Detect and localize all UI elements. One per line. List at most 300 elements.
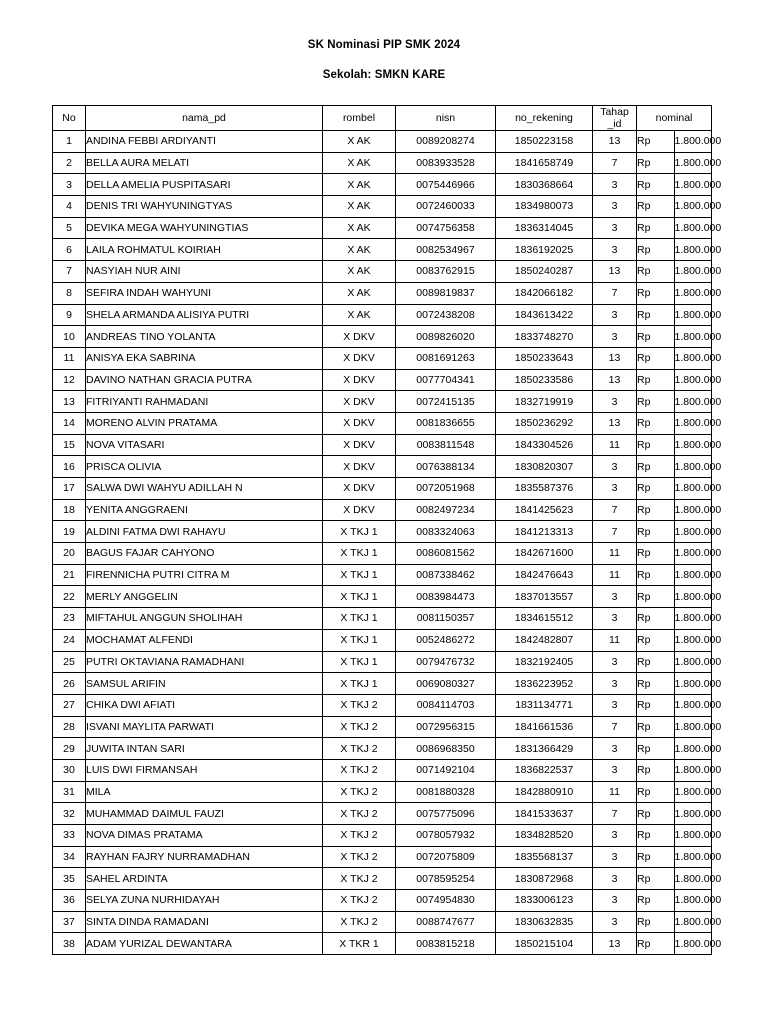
cell-nama-pd: LUIS DWI FIRMANSAH (86, 759, 323, 781)
table-row (53, 174, 712, 196)
table-row (53, 521, 712, 543)
cell-nama-pd: MUHAMMAD DAIMUL FAUZI (86, 803, 323, 825)
cell-currency: Rp (637, 369, 675, 391)
cell-no: 36 (53, 890, 86, 912)
cell-rombel: X DKV (323, 478, 396, 500)
cell-rombel: X AK (323, 304, 396, 326)
cell-tahap-id: 11 (593, 564, 637, 586)
cell-nominal: 1.800.000 (674, 369, 712, 391)
cell-nisn: 0075775096 (396, 803, 496, 825)
cell-nominal: 1.800.000 (674, 196, 712, 218)
cell-no: 21 (53, 564, 86, 586)
cell-no-rekening: 1842482807 (496, 629, 593, 651)
cell-no: 26 (53, 673, 86, 695)
cell-rombel: X TKR 1 (323, 933, 396, 955)
cell-currency: Rp (637, 456, 675, 478)
cell-rombel: X AK (323, 131, 396, 153)
cell-no: 28 (53, 716, 86, 738)
cell-currency: Rp (637, 586, 675, 608)
cell-nama-pd: NOVA VITASARI (86, 434, 323, 456)
cell-no: 25 (53, 651, 86, 673)
cell-currency: Rp (637, 868, 675, 890)
cell-rombel: X AK (323, 239, 396, 261)
table-row (53, 369, 712, 391)
cell-tahap-id: 13 (593, 131, 637, 153)
table-row (53, 694, 712, 716)
cell-no-rekening: 1841533637 (496, 803, 593, 825)
cell-nama-pd: FITRIYANTI RAHMADANI (86, 391, 323, 413)
cell-nama-pd: FIRENNICHA PUTRI CITRA M (86, 564, 323, 586)
cell-rombel: X TKJ 1 (323, 673, 396, 695)
cell-no: 34 (53, 846, 86, 868)
cell-no: 20 (53, 543, 86, 565)
table-row (53, 890, 712, 912)
cell-currency: Rp (637, 759, 675, 781)
cell-no: 31 (53, 781, 86, 803)
cell-currency: Rp (637, 521, 675, 543)
cell-nominal: 1.800.000 (674, 890, 712, 912)
cell-no-rekening: 1830820307 (496, 456, 593, 478)
cell-nama-pd: DELLA AMELIA PUSPITASARI (86, 174, 323, 196)
cell-nominal: 1.800.000 (674, 564, 712, 586)
cell-currency: Rp (637, 564, 675, 586)
cell-rombel: X DKV (323, 326, 396, 348)
cell-currency: Rp (637, 391, 675, 413)
cell-no-rekening: 1842671600 (496, 543, 593, 565)
cell-nisn: 0083811548 (396, 434, 496, 456)
cell-no: 19 (53, 521, 86, 543)
cell-tahap-id: 3 (593, 868, 637, 890)
cell-nisn: 0072415135 (396, 391, 496, 413)
table-row (53, 304, 712, 326)
school-subtitle: Sekolah: SMKN KARE (322, 69, 446, 81)
cell-no: 32 (53, 803, 86, 825)
cell-nisn: 0088747677 (396, 911, 496, 933)
cell-nama-pd: SALWA DWI WAHYU ADILLAH N (86, 478, 323, 500)
table-row (53, 825, 712, 847)
cell-rombel: X TKJ 2 (323, 716, 396, 738)
tahap-id-line-2: _id (607, 118, 622, 130)
cell-nominal: 1.800.000 (674, 412, 712, 434)
cell-tahap-id: 3 (593, 759, 637, 781)
cell-nisn: 0071492104 (396, 759, 496, 781)
cell-tahap-id: 3 (593, 890, 637, 912)
table-row (53, 868, 712, 890)
column-header-nisn: nisn (396, 106, 496, 131)
cell-nominal: 1.800.000 (674, 347, 712, 369)
cell-nominal: 1.800.000 (674, 174, 712, 196)
cell-no-rekening: 1836223952 (496, 673, 593, 695)
cell-nama-pd: RAYHAN FAJRY NURRAMADHAN (86, 846, 323, 868)
cell-no: 15 (53, 434, 86, 456)
cell-tahap-id: 3 (593, 586, 637, 608)
cell-no-rekening: 1841213313 (496, 521, 593, 543)
cell-tahap-id: 3 (593, 196, 637, 218)
cell-no: 22 (53, 586, 86, 608)
cell-currency: Rp (637, 282, 675, 304)
cell-currency: Rp (637, 608, 675, 630)
cell-no-rekening: 1842066182 (496, 282, 593, 304)
cell-currency: Rp (637, 347, 675, 369)
cell-nisn: 0083933528 (396, 152, 496, 174)
cell-currency: Rp (637, 629, 675, 651)
cell-nama-pd: ANDINA FEBBI ARDIYANTI (86, 131, 323, 153)
cell-tahap-id: 11 (593, 629, 637, 651)
cell-no-rekening: 1832192405 (496, 651, 593, 673)
cell-currency: Rp (637, 412, 675, 434)
cell-rombel: X AK (323, 282, 396, 304)
column-header-tahap-id (593, 106, 637, 131)
table-row (53, 478, 712, 500)
cell-tahap-id: 7 (593, 152, 637, 174)
tahap-id-line-1: Tahap (600, 106, 629, 118)
cell-rombel: X AK (323, 217, 396, 239)
nomination-table (52, 105, 722, 955)
cell-tahap-id: 13 (593, 261, 637, 283)
cell-no-rekening: 1841425623 (496, 499, 593, 521)
cell-nisn: 0052486272 (396, 629, 496, 651)
cell-rombel: X TKJ 1 (323, 608, 396, 630)
cell-nisn: 0086968350 (396, 738, 496, 760)
cell-rombel: X DKV (323, 412, 396, 434)
cell-tahap-id: 11 (593, 543, 637, 565)
cell-nominal: 1.800.000 (674, 261, 712, 283)
cell-nominal: 1.800.000 (674, 608, 712, 630)
cell-no-rekening: 1831134771 (496, 694, 593, 716)
cell-nama-pd: ISVANI MAYLITA PARWATI (86, 716, 323, 738)
cell-nama-pd: BAGUS FAJAR CAHYONO (86, 543, 323, 565)
cell-tahap-id: 7 (593, 716, 637, 738)
cell-rombel: X TKJ 2 (323, 803, 396, 825)
cell-nama-pd: LAILA ROHMATUL KOIRIAH (86, 239, 323, 261)
table-row (53, 933, 712, 955)
cell-no-rekening: 1850240287 (496, 261, 593, 283)
cell-no: 33 (53, 825, 86, 847)
cell-nama-pd: NASYIAH NUR AINI (86, 261, 323, 283)
cell-nisn: 0082534967 (396, 239, 496, 261)
cell-nominal: 1.800.000 (674, 629, 712, 651)
table-row (53, 391, 712, 413)
column-header-nominal: nominal (637, 106, 712, 131)
cell-nama-pd: SEFIRA INDAH WAHYUNI (86, 282, 323, 304)
cell-nisn: 0077704341 (396, 369, 496, 391)
cell-nama-pd: DENIS TRI WAHYUNINGTYAS (86, 196, 323, 218)
cell-currency: Rp (637, 152, 675, 174)
cell-nama-pd: SAHEL ARDINTA (86, 868, 323, 890)
table-header-row (53, 106, 712, 131)
cell-no-rekening: 1834828520 (496, 825, 593, 847)
cell-no: 29 (53, 738, 86, 760)
cell-tahap-id: 3 (593, 239, 637, 261)
cell-no-rekening: 1834615512 (496, 608, 593, 630)
cell-no-rekening: 1830368664 (496, 174, 593, 196)
table-row (53, 564, 712, 586)
cell-nama-pd: YENITA ANGGRAENI (86, 499, 323, 521)
table-row (53, 499, 712, 521)
cell-no: 7 (53, 261, 86, 283)
cell-nisn: 0083324063 (396, 521, 496, 543)
cell-no: 9 (53, 304, 86, 326)
cell-tahap-id: 11 (593, 434, 637, 456)
table-row (53, 608, 712, 630)
cell-rombel: X TKJ 2 (323, 759, 396, 781)
table-row (53, 911, 712, 933)
cell-nisn: 0083815218 (396, 933, 496, 955)
cell-currency: Rp (637, 478, 675, 500)
cell-rombel: X TKJ 1 (323, 651, 396, 673)
cell-nominal: 1.800.000 (674, 846, 712, 868)
cell-nominal: 1.800.000 (674, 825, 712, 847)
cell-tahap-id: 13 (593, 369, 637, 391)
table-row (53, 131, 712, 153)
cell-rombel: X AK (323, 261, 396, 283)
table-row (53, 781, 712, 803)
cell-currency: Rp (637, 911, 675, 933)
cell-currency: Rp (637, 673, 675, 695)
cell-nominal: 1.800.000 (674, 738, 712, 760)
cell-tahap-id: 7 (593, 282, 637, 304)
cell-rombel: X TKJ 1 (323, 543, 396, 565)
cell-nominal: 1.800.000 (674, 434, 712, 456)
cell-rombel: X TKJ 2 (323, 781, 396, 803)
cell-tahap-id: 3 (593, 651, 637, 673)
cell-tahap-id: 3 (593, 738, 637, 760)
cell-no: 17 (53, 478, 86, 500)
cell-rombel: X TKJ 1 (323, 629, 396, 651)
table-row (53, 347, 712, 369)
table-row (53, 543, 712, 565)
cell-nisn: 0072956315 (396, 716, 496, 738)
cell-rombel: X TKJ 2 (323, 890, 396, 912)
cell-nama-pd: ADAM YURIZAL DEWANTARA (86, 933, 323, 955)
cell-currency: Rp (637, 217, 675, 239)
cell-nominal: 1.800.000 (674, 543, 712, 565)
cell-currency: Rp (637, 933, 675, 955)
cell-no-rekening: 1850215104 (496, 933, 593, 955)
table-body (53, 131, 722, 955)
cell-currency: Rp (637, 131, 675, 153)
cell-nominal: 1.800.000 (674, 868, 712, 890)
cell-no: 23 (53, 608, 86, 630)
cell-currency: Rp (637, 890, 675, 912)
cell-tahap-id: 3 (593, 608, 637, 630)
cell-nama-pd: MOCHAMAT ALFENDI (86, 629, 323, 651)
cell-nisn: 0089208274 (396, 131, 496, 153)
table-header (53, 106, 712, 131)
cell-no-rekening: 1835587376 (496, 478, 593, 500)
cell-nominal: 1.800.000 (674, 716, 712, 738)
cell-currency: Rp (637, 434, 675, 456)
cell-no: 2 (53, 152, 86, 174)
cell-nisn: 0087338462 (396, 564, 496, 586)
cell-nama-pd: NOVA DIMAS PRATAMA (86, 825, 323, 847)
table-row (53, 456, 712, 478)
cell-currency: Rp (637, 694, 675, 716)
cell-tahap-id: 7 (593, 499, 637, 521)
cell-rombel: X DKV (323, 347, 396, 369)
cell-tahap-id: 3 (593, 391, 637, 413)
table-row (53, 629, 712, 651)
table-row (53, 217, 712, 239)
cell-nama-pd: PRISCA OLIVIA (86, 456, 323, 478)
cell-nisn: 0072075809 (396, 846, 496, 868)
cell-no: 12 (53, 369, 86, 391)
cell-tahap-id: 3 (593, 304, 637, 326)
column-header-rombel: rombel (323, 106, 396, 131)
cell-nisn: 0069080327 (396, 673, 496, 695)
cell-nominal: 1.800.000 (674, 759, 712, 781)
cell-tahap-id: 13 (593, 933, 637, 955)
cell-currency: Rp (637, 543, 675, 565)
cell-no: 8 (53, 282, 86, 304)
cell-tahap-id: 3 (593, 846, 637, 868)
cell-no-rekening: 1842880910 (496, 781, 593, 803)
cell-nominal: 1.800.000 (674, 694, 712, 716)
cell-currency: Rp (637, 825, 675, 847)
cell-rombel: X TKJ 2 (323, 738, 396, 760)
cell-nama-pd: ALDINI FATMA DWI RAHAYU (86, 521, 323, 543)
cell-tahap-id: 3 (593, 911, 637, 933)
cell-rombel: X DKV (323, 456, 396, 478)
cell-tahap-id: 7 (593, 521, 637, 543)
cell-nama-pd: PUTRI OKTAVIANA RAMADHANI (86, 651, 323, 673)
cell-no: 37 (53, 911, 86, 933)
cell-no-rekening: 1830872968 (496, 868, 593, 890)
cell-nama-pd: SHELA ARMANDA ALISIYA PUTRI (86, 304, 323, 326)
cell-rombel: X DKV (323, 391, 396, 413)
cell-nominal: 1.800.000 (674, 391, 712, 413)
cell-nominal: 1.800.000 (674, 478, 712, 500)
cell-no: 3 (53, 174, 86, 196)
cell-nominal: 1.800.000 (674, 217, 712, 239)
cell-no-rekening: 1831366429 (496, 738, 593, 760)
cell-tahap-id: 7 (593, 803, 637, 825)
cell-no-rekening: 1841658749 (496, 152, 593, 174)
cell-no-rekening: 1843613422 (496, 304, 593, 326)
cell-no-rekening: 1841661536 (496, 716, 593, 738)
table-row (53, 326, 712, 348)
cell-tahap-id: 11 (593, 781, 637, 803)
cell-nama-pd: BELLA AURA MELATI (86, 152, 323, 174)
cell-nominal: 1.800.000 (674, 803, 712, 825)
cell-nama-pd: MORENO ALVIN PRATAMA (86, 412, 323, 434)
cell-nisn: 0078595254 (396, 868, 496, 890)
cell-nominal: 1.800.000 (674, 326, 712, 348)
cell-nominal: 1.800.000 (674, 673, 712, 695)
cell-no-rekening: 1842476643 (496, 564, 593, 586)
cell-nominal: 1.800.000 (674, 933, 712, 955)
cell-no: 38 (53, 933, 86, 955)
cell-no-rekening: 1833748270 (496, 326, 593, 348)
table-row (53, 738, 712, 760)
table-row (53, 673, 712, 695)
cell-nominal: 1.800.000 (674, 282, 712, 304)
cell-nisn: 0079476732 (396, 651, 496, 673)
cell-nisn: 0072460033 (396, 196, 496, 218)
cell-rombel: X DKV (323, 434, 396, 456)
column-header-no-rekening: no_rekening (496, 106, 593, 131)
cell-tahap-id: 13 (593, 412, 637, 434)
cell-no: 13 (53, 391, 86, 413)
cell-tahap-id: 3 (593, 326, 637, 348)
cell-nominal: 1.800.000 (674, 131, 712, 153)
cell-rombel: X TKJ 1 (323, 521, 396, 543)
cell-no-rekening: 1833006123 (496, 890, 593, 912)
cell-nisn: 0072438208 (396, 304, 496, 326)
cell-no: 16 (53, 456, 86, 478)
cell-currency: Rp (637, 196, 675, 218)
cell-nisn: 0081691263 (396, 347, 496, 369)
cell-no-rekening: 1850233586 (496, 369, 593, 391)
cell-rombel: X TKJ 2 (323, 846, 396, 868)
cell-rombel: X TKJ 1 (323, 586, 396, 608)
cell-nama-pd: SELYA ZUNA NURHIDAYAH (86, 890, 323, 912)
cell-currency: Rp (637, 781, 675, 803)
cell-no: 18 (53, 499, 86, 521)
table-row (53, 651, 712, 673)
cell-nominal: 1.800.000 (674, 651, 712, 673)
cell-nominal: 1.800.000 (674, 781, 712, 803)
table-row (53, 196, 712, 218)
cell-nominal: 1.800.000 (674, 586, 712, 608)
cell-nisn: 0075446966 (396, 174, 496, 196)
cell-no-rekening: 1850233643 (496, 347, 593, 369)
cell-nama-pd: JUWITA INTAN SARI (86, 738, 323, 760)
cell-nisn: 0083984473 (396, 586, 496, 608)
cell-rombel: X TKJ 2 (323, 868, 396, 890)
cell-nominal: 1.800.000 (674, 911, 712, 933)
cell-rombel: X TKJ 2 (323, 825, 396, 847)
cell-nama-pd: DAVINO NATHAN GRACIA PUTRA (86, 369, 323, 391)
cell-tahap-id: 3 (593, 673, 637, 695)
cell-no: 24 (53, 629, 86, 651)
cell-no-rekening: 1850236292 (496, 412, 593, 434)
cell-no-rekening: 1836314045 (496, 217, 593, 239)
cell-nisn: 0074756358 (396, 217, 496, 239)
column-header-no: No (53, 106, 86, 131)
cell-no: 11 (53, 347, 86, 369)
cell-rombel: X AK (323, 174, 396, 196)
cell-nama-pd: SINTA DINDA RAMADANI (86, 911, 323, 933)
cell-tahap-id: 3 (593, 825, 637, 847)
cell-nisn: 0083762915 (396, 261, 496, 283)
cell-no: 6 (53, 239, 86, 261)
cell-nisn: 0081880328 (396, 781, 496, 803)
column-header-nama-pd: nama_pd (86, 106, 323, 131)
cell-nisn: 0082497234 (396, 499, 496, 521)
cell-no: 30 (53, 759, 86, 781)
cell-nominal: 1.800.000 (674, 499, 712, 521)
cell-rombel: X AK (323, 152, 396, 174)
table-row (53, 759, 712, 781)
table-row (53, 239, 712, 261)
cell-tahap-id: 3 (593, 217, 637, 239)
cell-currency: Rp (637, 803, 675, 825)
cell-no-rekening: 1837013557 (496, 586, 593, 608)
nomination-table-container (52, 105, 722, 955)
cell-rombel: X TKJ 2 (323, 911, 396, 933)
cell-no-rekening: 1834980073 (496, 196, 593, 218)
cell-currency: Rp (637, 846, 675, 868)
cell-rombel: X AK (323, 196, 396, 218)
cell-nisn: 0074954830 (396, 890, 496, 912)
cell-nisn: 0072051968 (396, 478, 496, 500)
cell-nama-pd: MIFTAHUL ANGGUN SHOLIHAH (86, 608, 323, 630)
cell-currency: Rp (637, 326, 675, 348)
cell-nisn: 0084114703 (396, 694, 496, 716)
cell-nama-pd: CHIKA DWI AFIATI (86, 694, 323, 716)
cell-nisn: 0081836655 (396, 412, 496, 434)
